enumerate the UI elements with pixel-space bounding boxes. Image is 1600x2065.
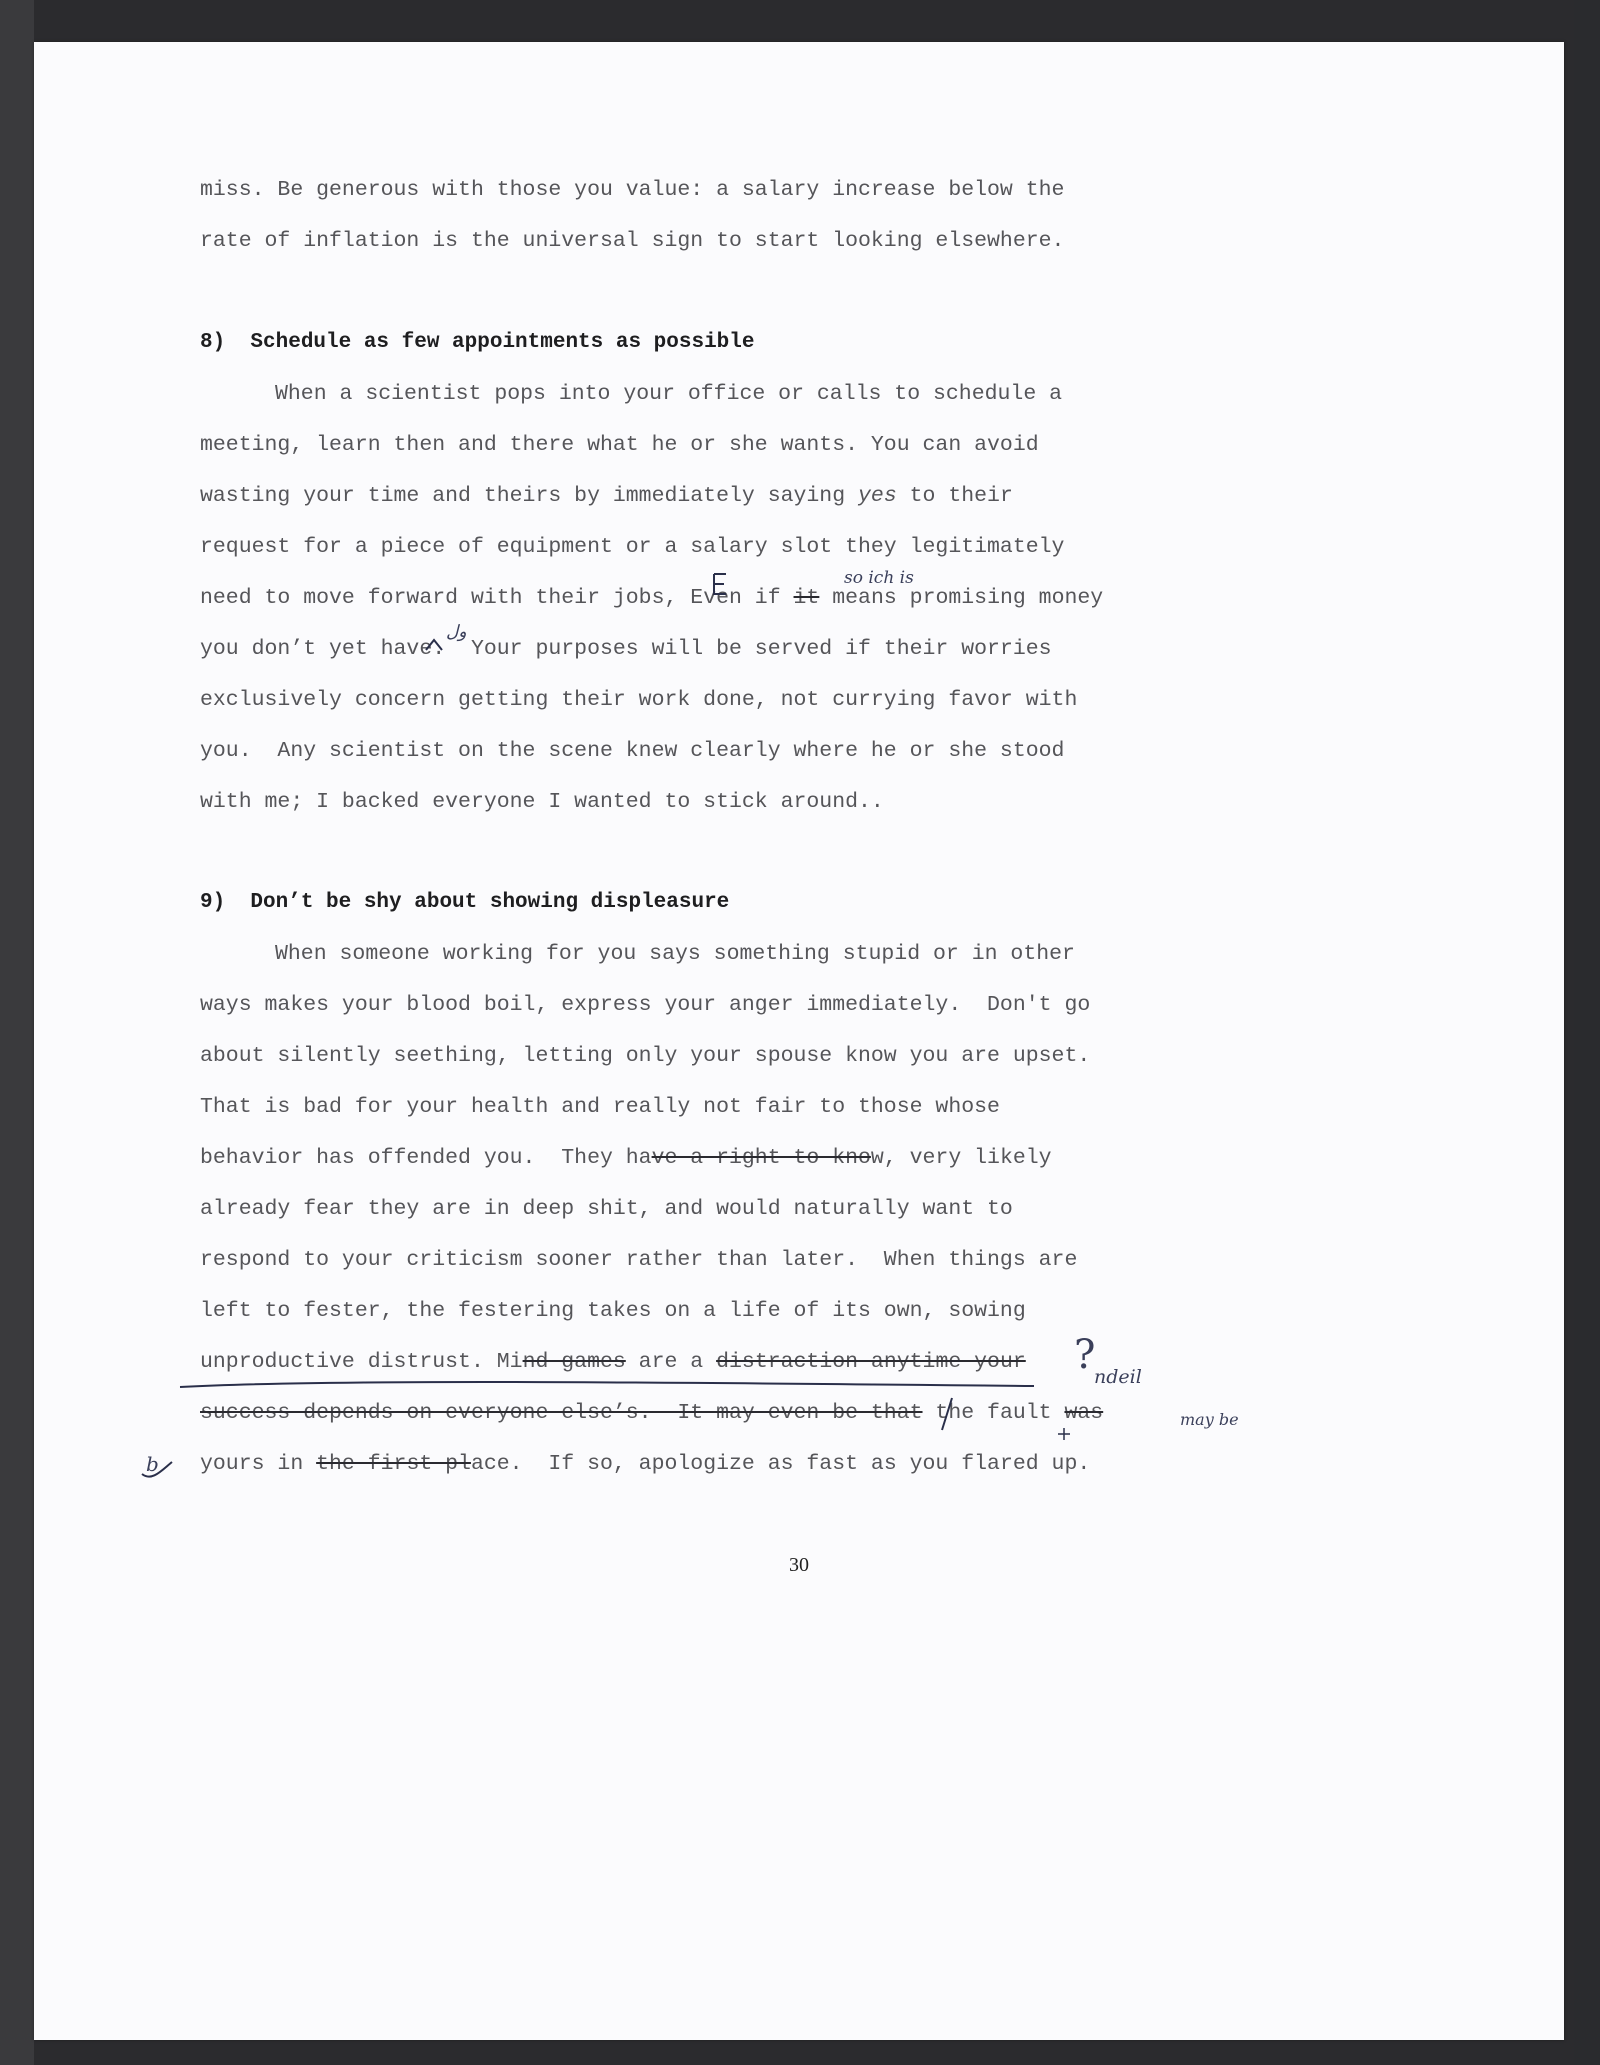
text-span: Your purposes will be served if their worries	[470, 637, 1052, 661]
text-span: unproductive distrust. Mi	[200, 1350, 523, 1374]
body-line	[200, 637, 1052, 661]
body-line	[200, 1401, 1103, 1425]
body-line: about silently seething, letting only your spouse know you are upset.	[200, 1044, 1091, 1068]
emphasis: yes	[858, 484, 897, 508]
scan-background-left	[0, 0, 34, 2065]
text-span: to their	[896, 484, 1013, 508]
section-heading-8: 8) Schedule as few appointments as possible	[200, 331, 755, 354]
body-line: meeting, learn then and there what he or she wants. You can avoid	[200, 433, 1039, 457]
body-line: That is bad for your health and really not fair to those whose	[200, 1095, 1000, 1119]
body-line	[200, 1146, 1052, 1170]
text-span: w, very likely	[870, 1146, 1052, 1170]
body-line	[200, 484, 1013, 508]
struck-text: was	[1064, 1401, 1104, 1425]
handwritten-note-left: b	[146, 1452, 159, 1476]
text-span: are a	[625, 1350, 717, 1374]
text-span: the fault	[922, 1401, 1065, 1425]
body-line: When a scientist pops into your office or calls to schedule a	[275, 382, 1063, 406]
struck-text: the first pl	[316, 1452, 471, 1476]
body-line: exclusively concern getting their work done, not currying favor with	[200, 688, 1078, 712]
handwritten-question-mark: ?	[1074, 1332, 1096, 1378]
text-span: you don’t yet have.	[200, 637, 446, 661]
body-line: left to fester, the festering takes on a life of its own, sowing	[200, 1299, 1026, 1323]
section-heading-9: 9) Don’t be shy about showing displeasure	[200, 891, 730, 914]
body-line: ways makes your blood boil, express your anger immediately. Don't go	[200, 993, 1091, 1017]
body-line: When someone working for you says something stupid or in other	[275, 942, 1075, 966]
scan-background-right	[1574, 0, 1600, 2065]
struck-text: it	[793, 586, 820, 610]
body-line: already fear they are in deep shit, and would naturally want to	[200, 1197, 1013, 1221]
text-span: means promising money	[832, 586, 1104, 610]
handwritten-note-right-2: may be	[1180, 1410, 1239, 1429]
struck-text: ve a right to kno	[651, 1146, 871, 1170]
body-line	[200, 1452, 1090, 1476]
struck-text: distraction anytime your	[716, 1350, 1026, 1374]
text-span: yours in	[200, 1452, 317, 1476]
text-span: need to move forward with their jobs,	[200, 586, 678, 610]
page-number: 30	[789, 1554, 809, 1576]
body-line: with me; I backed everyone I wanted to stick around..	[200, 790, 884, 814]
body-line: miss. Be generous with those you value: a salary increase below the	[200, 178, 1065, 202]
document-page	[34, 42, 1564, 2040]
body-line	[200, 1350, 1026, 1374]
text-span: Even if	[690, 586, 781, 610]
body-line: rate of inflation is the universal sign to start looking elsewhere.	[200, 229, 1065, 253]
handwritten-note-above-you: ول	[446, 622, 467, 642]
handwritten-note-above-it: so ich is	[844, 568, 914, 588]
body-line: you. Any scientist on the scene knew clearly where he or she stood	[200, 739, 1065, 763]
text-span: wasting your time and theirs by immediately saying	[200, 484, 859, 508]
body-line	[200, 586, 1103, 610]
struck-text: success depends on everyone else’s. It may even be that	[200, 1401, 923, 1425]
struck-text: nd games	[522, 1350, 626, 1374]
text-span: ace. If so, apologize as fast as you flared up.	[470, 1452, 1091, 1476]
body-line: respond to your criticism sooner rather than later. When things are	[200, 1248, 1078, 1272]
handwritten-note-right-1: ndeil	[1094, 1366, 1142, 1388]
text-span: behavior has offended you. They ha	[200, 1146, 652, 1170]
body-line: request for a piece of equipment or a salary slot they legitimately	[200, 535, 1065, 559]
